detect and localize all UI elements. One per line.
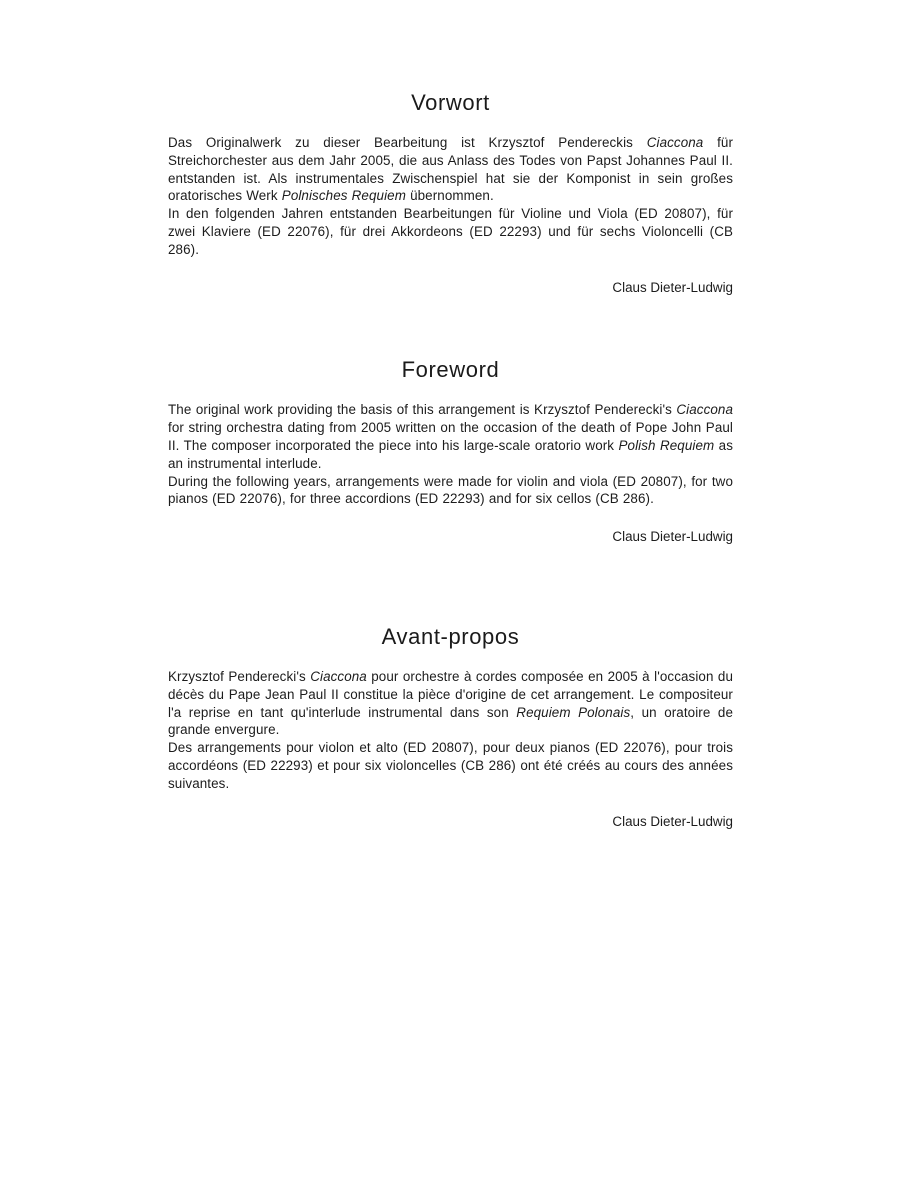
heading-foreword: Foreword <box>401 357 500 383</box>
vorwort-paragraph-1: Das Originalwerk zu dieser Bearbeitung ist Krzysztof Pendereckis Ciaccona für Streichorchester aus dem Jahr 2005, die aus Anlass des Todes von Papst Johannes Paul II. entstanden ist. Als instrumentales Zwischenspiel hat sie der Komponist in sein großes oratorisches Werk Polnisches Requiem übernommen. <box>168 135 733 204</box>
foreword-signature: Claus Dieter-Ludwig <box>612 529 733 545</box>
avant-propos-paragraph-1: Krzysztof Penderecki's Ciaccona pour orchestre à cordes composée en 2005 à l'occasion du décès du Pape Jean Paul II constitue la pièce d'origine de cet arrangement. Le compositeur l'a reprise en tant qu'interlude instrumental dans son Requiem Polonais, un oratoire de grande envergure. <box>168 668 734 738</box>
heading-vorwort: Vorwort <box>411 90 490 115</box>
avant-propos-signature: Claus Dieter-Ludwig <box>612 813 733 829</box>
section-foreword <box>168 357 733 546</box>
heading-avant-propos: Avant-propos <box>381 623 520 649</box>
avant-propos-paragraph-2: Des arrangements pour violon et alto (ED 20807), pour deux pianos (ED 22076), pour trois accordéons (ED 22293) et pour six violoncelles (CB 286) ont été créés au cours des années suivantes. <box>168 740 733 791</box>
text-column <box>168 0 733 830</box>
vorwort-paragraph-2: In den folgenden Jahren entstanden Bearbeitungen für Violine und Viola (ED 20807), für zwei Klaviere (ED 22076), für drei Akkordeons (ED 22293) und für sechs Violoncelli (CB 286). <box>168 206 733 257</box>
vorwort-signature: Claus Dieter-Ludwig <box>612 279 733 295</box>
section-avant-propos <box>168 624 733 830</box>
section-vorwort <box>168 0 733 296</box>
foreword-paragraph-1: The original work providing the basis of this arrangement is Krzysztof Penderecki's Ciaccona for string orchestra dating from 2005 written on the occasion of the death of Pope John Paul II. The composer incorporated the piece into his large-scale oratorio work Polish Requiem as an instrumental interlude. <box>168 402 734 471</box>
foreword-paragraph-2: During the following years, arrangements were made for violin and viola (ED 20807), for two pianos (ED 22076), for three accordions (ED 22293) and for six cellos (CB 286). <box>168 473 733 507</box>
